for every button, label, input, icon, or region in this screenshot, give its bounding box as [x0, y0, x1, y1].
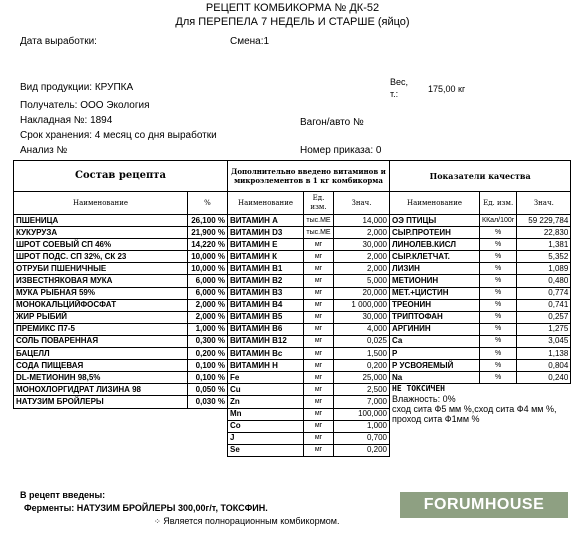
additive-name: Cu — [228, 384, 304, 396]
empty-cell — [188, 432, 228, 444]
additives-header: Дополнительно введено витаминов и микроэлементов в 1 кг комбикорма — [228, 161, 390, 192]
additive-value: 2,000 — [334, 251, 390, 263]
table-row — [14, 372, 571, 384]
document-subtitle: Для ПЕРЕПЕЛА 7 НЕДЕЛЬ И СТАРШЕ (яйцо) — [175, 16, 410, 28]
sieve-note: сход сита Ф5 мм %,сход сита Ф4 мм %, проход сита Ф1мм % — [392, 404, 557, 425]
footer-introduced: В рецепт введены: — [20, 490, 106, 500]
ingredient-name: ИЗВЕСТНЯКОВАЯ МУКА — [14, 275, 188, 287]
ingredient-name: ШРОТ ПОДС. СП 32%, СК 23 — [14, 251, 188, 263]
wagon: Вагон/авто № — [300, 117, 364, 128]
additive-value: 2,000 — [334, 227, 390, 239]
ingredient-name: СОЛЬ ПОВАРЕННАЯ — [14, 335, 188, 347]
empty-cell — [188, 444, 228, 456]
additive-name: ВИТАМИН В2 — [228, 275, 304, 287]
ingredient-name: КУКУРУЗА — [14, 227, 188, 239]
additive-value: 1,000 — [334, 420, 390, 432]
empty-cell — [14, 408, 188, 420]
additive-value: 30,000 — [334, 239, 390, 251]
quality-unit: % — [480, 372, 517, 384]
additive-unit: мг — [304, 384, 334, 396]
additive-value: 4,000 — [334, 323, 390, 335]
additive-unit: мг — [304, 432, 334, 444]
ingredient-percent: 1,000 % — [188, 323, 228, 335]
quality-value: 1,138 — [517, 348, 571, 360]
ingredient-name: МУКА РЫБНАЯ 59% — [14, 287, 188, 299]
additive-name: ВИТАМИН В4 — [228, 299, 304, 311]
col-vit-value-header: Знач. — [334, 192, 390, 215]
ingredient-name: ЖИР РЫБИЙ — [14, 311, 188, 323]
ingredient-percent: 0,100 % — [188, 360, 228, 372]
quality-unit: % — [480, 299, 517, 311]
ingredient-name: МОНОКАЛЬЦИЙФОСФАТ — [14, 299, 188, 311]
additive-name: Se — [228, 444, 304, 456]
quality-notes — [390, 384, 571, 457]
quality-value: 5,352 — [517, 251, 571, 263]
quality-value: 0,257 — [517, 311, 571, 323]
footer-full-ration-text: Является полнорационным комбикормом. — [163, 516, 340, 526]
additive-value: 0,200 — [334, 444, 390, 456]
empty-cell — [14, 420, 188, 432]
col-vit-unit-header: Ед. изм. — [304, 192, 334, 215]
col-q-unit-header: Ед. изм. — [480, 192, 517, 215]
additive-name: ВИТАМИН Н — [228, 360, 304, 372]
additive-unit: тыс.МЕ — [304, 227, 334, 239]
quality-value: 22,830 — [517, 227, 571, 239]
quality-value: 0,774 — [517, 287, 571, 299]
additive-value: 100,000 — [334, 408, 390, 420]
ingredient-name: ПРЕМИКС П7-5 — [14, 323, 188, 335]
additive-unit: мг — [304, 372, 334, 384]
additive-value: 0,700 — [334, 432, 390, 444]
ingredient-name: НАТУЗИМ БРОЙЛЕРЫ — [14, 396, 188, 408]
additive-unit: мг — [304, 335, 334, 347]
ingredient-percent: 6,000 % — [188, 287, 228, 299]
product-type: Вид продукции: КРУПКА — [20, 82, 134, 93]
ingredient-percent: 0,050 % — [188, 384, 228, 396]
ingredient-percent: 21,900 % — [188, 227, 228, 239]
col-q-value-header: Знач. — [517, 192, 571, 215]
empty-cell — [14, 432, 188, 444]
additive-unit: мг — [304, 444, 334, 456]
quality-name: МЕТ.+ЦИСТИН — [390, 287, 480, 299]
quality-unit: % — [480, 275, 517, 287]
ingredient-name: БАЦЕЛЛ — [14, 348, 188, 360]
ingredient-name: ШРОТ СОЕВЫЙ СП 46% — [14, 239, 188, 251]
ingredient-name: СОДА ПИЩЕВАЯ — [14, 360, 188, 372]
ingredient-percent: 0,100 % — [188, 372, 228, 384]
shift-label — [230, 36, 269, 47]
table-row — [14, 360, 571, 372]
col-q-name-header: Наименование — [390, 192, 480, 215]
quality-name: СЫР.ПРОТЕИН — [390, 227, 480, 239]
ingredient-name: ОТРУБИ ПШЕНИЧНЫЕ — [14, 263, 188, 275]
additive-unit: тыс.МЕ — [304, 215, 334, 227]
weight-label: Вес, т.: — [390, 77, 409, 99]
additive-unit: мг — [304, 323, 334, 335]
quality-name: ТРЕОНИН — [390, 299, 480, 311]
table-row — [14, 299, 571, 311]
additive-unit: мг — [304, 299, 334, 311]
additive-name: J — [228, 432, 304, 444]
production-date-label: Дата выработки: — [20, 36, 97, 47]
additive-name: ВИТАМИН В5 — [228, 311, 304, 323]
quality-value: 0,240 — [517, 372, 571, 384]
table-row — [14, 323, 571, 335]
additive-unit: мг — [304, 263, 334, 275]
empty-cell — [188, 420, 228, 432]
additive-name: ВИТАМИН В1 — [228, 263, 304, 275]
quality-unit: ККал/100г — [480, 215, 517, 227]
additive-unit: мг — [304, 251, 334, 263]
quality-value: 0,741 — [517, 299, 571, 311]
additive-value: 30,000 — [334, 311, 390, 323]
additive-name: ВИТАМИН В6 — [228, 323, 304, 335]
quality-header: Показатели качества — [390, 161, 571, 192]
additive-name: ВИТАМИН Вс — [228, 348, 304, 360]
quality-unit: % — [480, 323, 517, 335]
additive-value: 25,000 — [334, 372, 390, 384]
additive-value: 2,500 — [334, 384, 390, 396]
table-row — [14, 335, 571, 347]
composition-header: Состав рецепта — [14, 161, 228, 192]
table-row — [14, 384, 571, 396]
empty-cell — [188, 408, 228, 420]
toxicity-note: НЕ ТОКСИЧЕН — [392, 384, 445, 394]
shift-label-text: Смена: — [230, 36, 264, 47]
quality-unit: % — [480, 287, 517, 299]
additive-name: Mn — [228, 408, 304, 420]
col-vit-name-header: Наименование — [228, 192, 304, 215]
additive-value: 0,200 — [334, 360, 390, 372]
quality-value: 0,804 — [517, 360, 571, 372]
quality-name: ЛИЗИН — [390, 263, 480, 275]
additive-value: 14,000 — [334, 215, 390, 227]
empty-cell — [14, 444, 188, 456]
quality-value: 59 229,784 — [517, 215, 571, 227]
quality-name: Na — [390, 372, 480, 384]
table-row — [14, 275, 571, 287]
additive-name: Fe — [228, 372, 304, 384]
additive-value: 1 000,000 — [334, 299, 390, 311]
quality-unit: % — [480, 348, 517, 360]
ingredient-percent: 6,000 % — [188, 275, 228, 287]
additive-value: 5,000 — [334, 275, 390, 287]
additive-name: ВИТАМИН Е — [228, 239, 304, 251]
additive-value: 1,500 — [334, 348, 390, 360]
col-percent-header: % — [188, 192, 228, 215]
quality-name: ОЭ ПТИЦЫ — [390, 215, 480, 227]
ingredient-percent: 0,030 % — [188, 396, 228, 408]
quality-name: Р — [390, 348, 480, 360]
additive-unit: мг — [304, 287, 334, 299]
additive-value: 7,000 — [334, 396, 390, 408]
additive-name: ВИТАМИН D3 — [228, 227, 304, 239]
footer-full-ration — [154, 516, 339, 526]
dot-icon: ⁘ — [154, 517, 161, 526]
forumhouse-watermark-logo: FORUMHOUSE — [400, 492, 568, 518]
additive-unit: мг — [304, 396, 334, 408]
col-name-header: Наименование — [14, 192, 188, 215]
quality-name: ТРИПТОФАН — [390, 311, 480, 323]
additive-name: ВИТАМИН А — [228, 215, 304, 227]
additive-unit: мг — [304, 348, 334, 360]
quality-name: АРГИНИН — [390, 323, 480, 335]
ingredient-percent: 0,200 % — [188, 348, 228, 360]
table-row — [14, 263, 571, 275]
footer-enzymes: Ферменты: НАТУЗИМ БРОЙЛЕРЫ 300,00г/т, ТОКСФИН. — [24, 503, 268, 513]
analysis-number: Анализ № — [20, 145, 68, 156]
quality-value: 3,045 — [517, 335, 571, 347]
additive-name: ВИТАМИН К — [228, 251, 304, 263]
additive-unit: мг — [304, 275, 334, 287]
table-row — [14, 287, 571, 299]
ingredient-percent: 14,220 % — [188, 239, 228, 251]
quality-name: ЛИНОЛЕВ.КИСЛ — [390, 239, 480, 251]
ingredient-name: DL-МЕТИОНИН 98,5% — [14, 372, 188, 384]
quality-unit: % — [480, 227, 517, 239]
additive-unit: мг — [304, 360, 334, 372]
table-row — [14, 311, 571, 323]
quality-unit: % — [480, 251, 517, 263]
quality-value: 1,089 — [517, 263, 571, 275]
document-title: РЕЦЕПТ КОМБИКОРМА № ДК-52 — [205, 2, 380, 14]
quality-name: СЫР.КЛЕТЧАТ. — [390, 251, 480, 263]
invoice: Накладная №: 1894 — [20, 115, 113, 126]
ingredient-percent: 0,300 % — [188, 335, 228, 347]
quality-name: Са — [390, 335, 480, 347]
recipe-table — [13, 160, 571, 457]
quality-value: 0,480 — [517, 275, 571, 287]
ingredient-percent: 10,000 % — [188, 251, 228, 263]
ingredient-name: МОНОХЛОРГИДРАТ ЛИЗИНА 98 — [14, 384, 188, 396]
additive-unit: мг — [304, 408, 334, 420]
additive-name: Co — [228, 420, 304, 432]
table-row — [14, 227, 571, 239]
additive-unit: мг — [304, 311, 334, 323]
order-number: Номер приказа: 0 — [300, 145, 382, 156]
shift-value: 1 — [263, 36, 270, 47]
quality-unit: % — [480, 239, 517, 251]
additive-name: ВИТАМИН В3 — [228, 287, 304, 299]
quality-unit: % — [480, 311, 517, 323]
quality-unit: % — [480, 335, 517, 347]
additive-unit: мг — [304, 239, 334, 251]
additive-name: Zn — [228, 396, 304, 408]
recipient: Получатель: ООО Экология — [20, 100, 150, 111]
additive-value: 2,000 — [334, 263, 390, 275]
quality-value: 1,275 — [517, 323, 571, 335]
quality-name: МЕТИОНИН — [390, 275, 480, 287]
additive-unit: мг — [304, 420, 334, 432]
quality-value: 1,381 — [517, 239, 571, 251]
additive-value: 0,025 — [334, 335, 390, 347]
ingredient-percent: 2,000 % — [188, 299, 228, 311]
table-row — [14, 348, 571, 360]
humidity-note: Влажность: 0% — [392, 394, 456, 405]
ingredient-percent: 10,000 % — [188, 263, 228, 275]
weight-value: 175,00 кг — [428, 84, 466, 94]
ingredient-percent: 2,000 % — [188, 311, 228, 323]
quality-name: Р УСВОЯЕМЫЙ — [390, 360, 480, 372]
ingredient-name: ПШЕНИЦА — [14, 215, 188, 227]
shelf-life: Срок хранения: 4 месяц со дня выработки — [20, 130, 217, 141]
additive-name: ВИТАМИН В12 — [228, 335, 304, 347]
additive-value: 20,000 — [334, 287, 390, 299]
table-row — [14, 251, 571, 263]
quality-unit: % — [480, 263, 517, 275]
table-row — [14, 215, 571, 227]
quality-unit: % — [480, 360, 517, 372]
table-row — [14, 239, 571, 251]
ingredient-percent: 26,100 % — [188, 215, 228, 227]
